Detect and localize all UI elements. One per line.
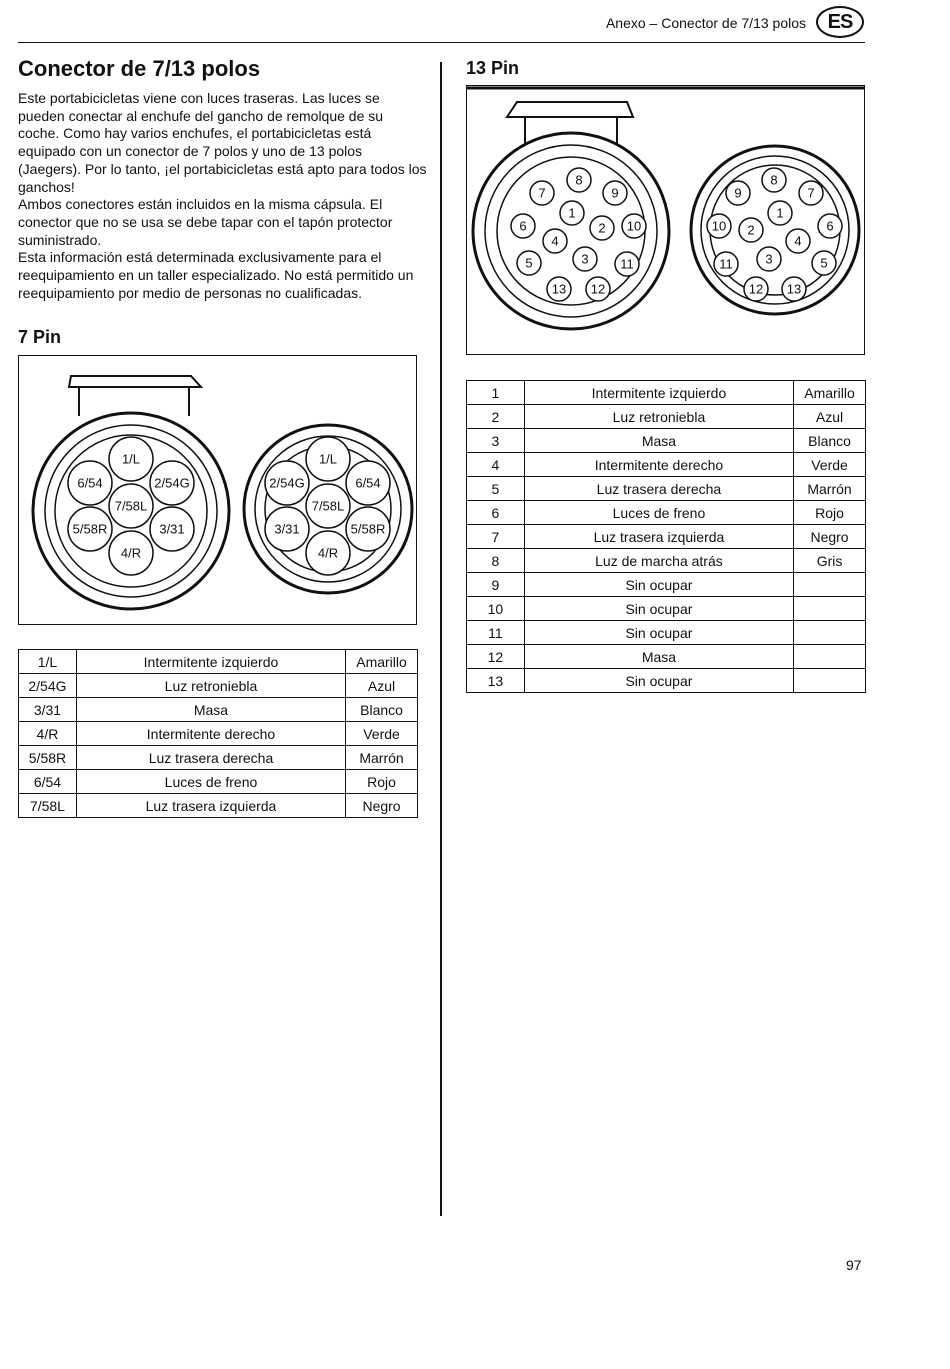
- cell-function: Luz de marcha atrás: [524, 549, 793, 573]
- pin-label: 7: [538, 185, 546, 201]
- cell-pin: 11: [467, 621, 525, 645]
- cell-function: Sin ocupar: [524, 621, 793, 645]
- pin13-connector-diagram: [466, 85, 865, 355]
- cell-pin: 8: [467, 549, 525, 573]
- pin-label: 11: [620, 256, 634, 272]
- cell-pin: 2: [467, 405, 525, 429]
- cell-function: Luz retroniebla: [76, 674, 345, 698]
- cell-function: Intermitente derecho: [524, 453, 793, 477]
- cell-pin: 7: [467, 525, 525, 549]
- pin-label: 12: [748, 281, 764, 297]
- pin-label: 5: [525, 255, 533, 271]
- cell-pin: 3: [467, 429, 525, 453]
- cell-function: Luces de freno: [76, 770, 345, 794]
- pin-label: 8: [575, 172, 583, 188]
- pin-label: 6: [519, 218, 527, 234]
- pin-label: 6: [826, 218, 834, 234]
- cell-function: Intermitente izquierdo: [76, 650, 345, 674]
- cell-color: Blanco: [794, 429, 866, 453]
- cell-function: Intermitente izquierdo: [524, 381, 793, 405]
- pin-label: 4/R: [120, 545, 142, 561]
- table-row: [19, 794, 418, 818]
- pin-label: 4: [794, 233, 802, 249]
- cell-pin: 6/54: [19, 770, 77, 794]
- table-row: [19, 746, 418, 770]
- cell-function: Luz trasera izquierda: [76, 794, 345, 818]
- pin-label: 4/R: [317, 545, 339, 561]
- pin-label: 4: [551, 233, 559, 249]
- pin-label: 9: [734, 185, 742, 201]
- pin-label: 1/L: [121, 451, 141, 467]
- cell-function: Sin ocupar: [524, 669, 793, 693]
- column-divider: [440, 62, 442, 1216]
- pin-label: 2/54G: [269, 475, 305, 491]
- pin-label: 3: [765, 251, 773, 267]
- cell-color: Marrón: [346, 746, 418, 770]
- cell-function: Luz trasera derecha: [76, 746, 345, 770]
- pin13-title: 13 Pin: [466, 58, 520, 78]
- intro-paragraph: Ambos conectores están incluidos en la misma cápsula. El conector que no se usa se debe tapar con el tapón protector suministrado.: [18, 196, 393, 248]
- pin-label: 5/58R: [350, 521, 386, 537]
- cell-color: Negro: [346, 794, 418, 818]
- cell-color: Verde: [794, 453, 866, 477]
- pin-label: 2: [598, 220, 606, 236]
- table-row: [19, 722, 418, 746]
- cell-color: Negro: [794, 525, 866, 549]
- table-row: [467, 501, 866, 525]
- cell-color: Gris: [794, 549, 866, 573]
- pin7-diagram-svg: [19, 356, 416, 624]
- table-row: [19, 698, 418, 722]
- table-row: [467, 549, 866, 573]
- intro-text: [18, 90, 428, 302]
- table-row: [467, 621, 866, 645]
- header-title: Anexo – Conector de 7/13 polos: [605, 15, 806, 31]
- cell-pin: 4: [467, 453, 525, 477]
- cell-color: Marrón: [794, 477, 866, 501]
- pin-label: 8: [770, 172, 778, 188]
- pin-label: 13: [786, 281, 802, 297]
- pin-label: 3: [581, 251, 589, 267]
- table-row: [467, 597, 866, 621]
- pin-label: 10: [711, 218, 727, 234]
- pin13-diagram-svg: [467, 86, 864, 354]
- cell-pin: 9: [467, 573, 525, 597]
- table-row: [19, 770, 418, 794]
- table-row: [467, 525, 866, 549]
- table-row: [467, 477, 866, 501]
- pin-label: 7/58L: [311, 498, 345, 514]
- table-row: [467, 453, 866, 477]
- cell-color: [794, 597, 866, 621]
- table-row: [467, 669, 866, 693]
- table-row: [467, 405, 866, 429]
- cell-pin: 7/58L: [19, 794, 77, 818]
- cell-function: Masa: [524, 429, 793, 453]
- pin-label: 1/L: [318, 451, 338, 467]
- pin-label: 6/54: [355, 475, 381, 491]
- cell-pin: 13: [467, 669, 525, 693]
- page-title: Conector de 7/13 polos: [18, 56, 261, 81]
- pin-label: 3/31: [274, 521, 300, 537]
- page-number: 97: [846, 1257, 862, 1273]
- pin-label: 1: [568, 205, 576, 221]
- cell-function: Masa: [524, 645, 793, 669]
- cell-color: Verde: [346, 722, 418, 746]
- cell-color: Azul: [346, 674, 418, 698]
- pin7-table: [18, 649, 418, 818]
- pin-label: 3/31: [159, 521, 185, 537]
- cell-color: Amarillo: [346, 650, 418, 674]
- cell-color: [794, 573, 866, 597]
- pin-label: 1: [776, 205, 784, 221]
- table-row: [467, 573, 866, 597]
- cell-color: Amarillo: [794, 381, 866, 405]
- table-row: [467, 645, 866, 669]
- cell-pin: 6: [467, 501, 525, 525]
- pin-label: 7: [807, 185, 815, 201]
- cell-color: Azul: [794, 405, 866, 429]
- pin7-title: 7 Pin: [18, 327, 62, 347]
- pin-label: 2: [747, 222, 755, 238]
- cell-function: Luz trasera derecha: [524, 477, 793, 501]
- cell-function: Luces de freno: [524, 501, 793, 525]
- cell-function: Luz retroniebla: [524, 405, 793, 429]
- pin13-table: [466, 380, 866, 693]
- pin-label: 2/54G: [154, 475, 190, 491]
- cell-color: Rojo: [794, 501, 866, 525]
- pin-label: 9: [611, 185, 619, 201]
- intro-paragraph: Este portabicicletas viene con luces traseras. Las luces se pueden conectar al enchufe del gancho de remolque de su coche. Como hay varios enchufes, el portabicicletas está equipado con un conector de 7 polos y uno de 13 polos (Jaegers). Por lo tanto, ¡el portabicicletas está apto para todos los ganchos!: [18, 90, 427, 195]
- table-row: [19, 650, 418, 674]
- cell-color: Blanco: [346, 698, 418, 722]
- pin-label: 5/58R: [72, 521, 108, 537]
- language-badge: ES: [816, 6, 864, 38]
- pin-label: 5: [820, 255, 828, 271]
- cell-function: Masa: [76, 698, 345, 722]
- cell-pin: 5: [467, 477, 525, 501]
- pin7-connector-diagram: [18, 355, 417, 625]
- cell-pin: 2/54G: [19, 674, 77, 698]
- cell-function: Sin ocupar: [524, 597, 793, 621]
- pin-label: 6/54: [77, 475, 103, 491]
- cell-color: [794, 669, 866, 693]
- pin-label: 10: [626, 218, 642, 234]
- pin-label: 11: [719, 256, 733, 272]
- pin-label: 7/58L: [114, 498, 148, 514]
- cell-color: [794, 645, 866, 669]
- cell-function: Sin ocupar: [524, 573, 793, 597]
- cell-pin: 12: [467, 645, 525, 669]
- cell-pin: 1/L: [19, 650, 77, 674]
- table-row: [467, 381, 866, 405]
- cell-color: Rojo: [346, 770, 418, 794]
- cell-pin: 3/31: [19, 698, 77, 722]
- cell-pin: 1: [467, 381, 525, 405]
- table-row: [19, 674, 418, 698]
- cell-function: Luz trasera izquierda: [524, 525, 793, 549]
- cell-pin: 10: [467, 597, 525, 621]
- pin-label: 12: [590, 281, 606, 297]
- pin-label: 13: [551, 281, 567, 297]
- cell-color: [794, 621, 866, 645]
- table-row: [467, 429, 866, 453]
- header-rule: [18, 42, 865, 43]
- cell-function: Intermitente derecho: [76, 722, 345, 746]
- cell-pin: 4/R: [19, 722, 77, 746]
- intro-paragraph: Esta información está determinada exclusivamente para el reequipamiento en un taller especializado. No está permitido un reequipamiento por medio de personas no cualificadas.: [18, 249, 414, 301]
- cell-pin: 5/58R: [19, 746, 77, 770]
